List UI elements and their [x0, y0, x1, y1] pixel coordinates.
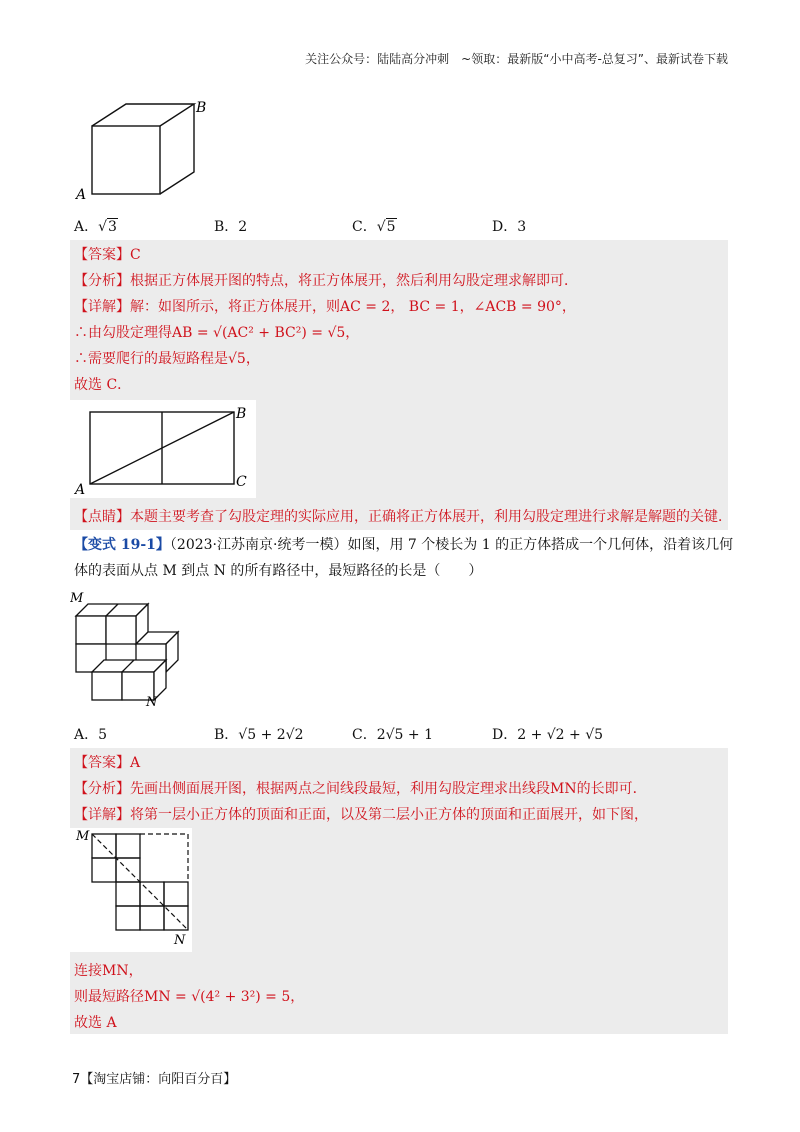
- option-a: A．5: [74, 727, 108, 743]
- option-c: C．2√5 + 1: [352, 727, 433, 743]
- cube-label-b: B: [196, 100, 207, 116]
- option-d: D．3: [492, 219, 527, 235]
- page-footer: 7【淘宝店铺：向阳百分百】: [72, 1072, 237, 1087]
- rect-label-a: A: [75, 482, 86, 498]
- cubes-label-n: N: [146, 695, 158, 708]
- option-a: A．√3: [74, 219, 117, 235]
- comment-line: 【点睛】本题主要考查了勾股定理的实际应用，正确将正方体展开，利用勾股定理进行求解是解题的关键．: [74, 509, 732, 525]
- analysis-line: 【分析】先画出侧面展开图，根据两点之间线段最短，利用勾股定理求出线段MN的长即可．: [74, 781, 647, 797]
- question2-options: [74, 724, 734, 746]
- cubes-label-m: M: [70, 591, 84, 606]
- shortest-path-line: 则最短路径MN = √(4² + 3²) = 5，: [74, 989, 305, 1005]
- net-label-n: N: [174, 933, 186, 948]
- option-b: B．2: [214, 219, 248, 235]
- solution1-box: [70, 240, 732, 530]
- pythagoras-line: ∴由勾股定理得AB = √(AC² + BC²) = √5，: [74, 325, 360, 341]
- answer-line: 【答案】C: [74, 247, 141, 263]
- choice-line: 故选 C．: [74, 377, 132, 393]
- rect-label-b: B: [236, 406, 247, 422]
- page-header: 关注公众号：陆陆高分冲刺 ~领取：最新版“小中高考-总复习”、最新试卷下载: [305, 52, 728, 66]
- detail-line: 【详解】将第一层小正方体的顶面和正面，以及第二层小正方体的顶面和正面展开，如下图，: [74, 807, 648, 823]
- option-b: B．√5 + 2√2: [214, 727, 304, 743]
- question1-options: [74, 216, 734, 238]
- analysis-line: 【分析】根据正方体展开图的特点，将正方体展开，然后利用勾股定理求解即可．: [74, 273, 578, 289]
- detail-line: 【详解】解：如图所示，将正方体展开，则AC = 2， BC = 1，∠ACB = 90°，: [74, 299, 576, 315]
- answer-line: 【答案】A: [74, 755, 141, 771]
- net-figure: [70, 828, 192, 952]
- result-line: ∴需要爬行的最短路程是√5，: [74, 351, 260, 367]
- solution2-box: [70, 748, 728, 1034]
- cube-label-a: A: [76, 187, 87, 200]
- rect-label-c: C: [236, 474, 247, 490]
- option-d: D．2 + √2 + √5: [492, 727, 604, 743]
- connect-line: 连接MN，: [74, 963, 143, 979]
- question2-line2: 体的表面从点 M 到点 N 的所有路径中，最短路径的长是（ ）: [74, 563, 483, 579]
- net-label-m: M: [76, 829, 90, 844]
- stacked-cubes-figure: [70, 590, 182, 708]
- choice-line: 故选 A: [74, 1015, 117, 1031]
- question2-line1: 【变式 19-1】（2023·江苏南京·统考一模）如图，用 7 个棱长为 1 的正方体搭成一个几何体，沿着该几何: [74, 537, 734, 553]
- question2: [74, 532, 734, 584]
- cube-figure: [72, 96, 212, 200]
- option-c: C．√5: [352, 219, 396, 235]
- unfolded-rectangle-figure: [70, 400, 256, 498]
